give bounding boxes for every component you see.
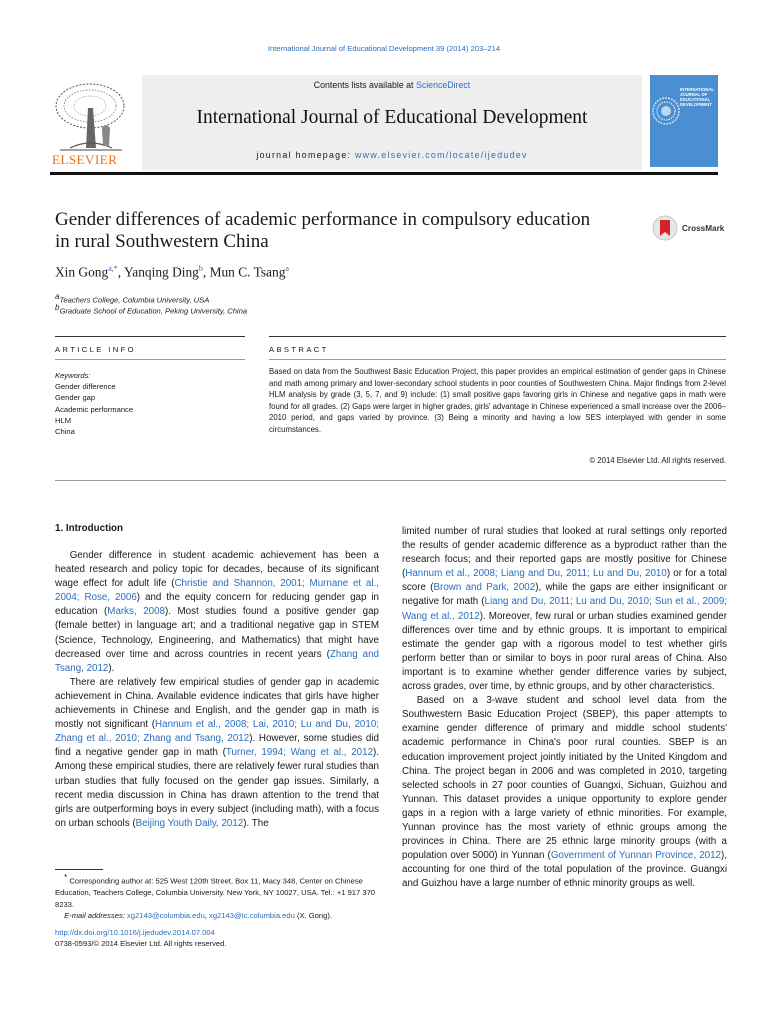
keyword-item: China [55,427,75,437]
abstract-text: Based on data from the Southwest Basic Education Project, this paper provides an empirical estimation of gender gaps in Chinese and math among primary and lower-secondary school students in poor counties of Southwestern China. Major findings from 2-level HLM analysis by grade (3, 5, 7, and 9) include: (1) small positive gaps favoring girls in Chinese and negative gaps in math were found for all grades. (2) Gaps were larger in higher grades, girls' advantage in Chinese experienced a small increase over the 2006–2010 period, and gaps varied by province. (3) Being a minority and having a low SES interplayed with gender in some circumstances. [269,367,726,434]
crossmark-icon [652,214,678,242]
citation-link[interactable]: Liang and Du, 2011; Lu and Du, 2010; Sun et al., 2009; Wang et al., 2012 [402,596,728,622]
homepage-link[interactable]: www.elsevier.com/locate/ijedudev [355,150,528,160]
masthead-divider [50,172,718,175]
issn-line: 0738-0593/© 2014 Elsevier Ltd. All rights reserved. [55,939,227,948]
section-heading-introduction: 1. Introduction [55,523,124,534]
doi-link[interactable]: http://dx.doi.org/10.1016/j.ijedudev.2014.07.004 [55,928,215,937]
journal-reference[interactable]: International Journal of Educational Development 39 (2014) 203–214 [267,44,501,53]
body-text: ) and the equity concern for reducing gender gap in education ( [55,592,379,618]
article-title: Gender differences of academic performance in compulsory education in rural Southwestern China [55,209,591,252]
author-name[interactable]: Mun C. Tsang [209,264,286,280]
body-text: Gender difference in student academic achievement has been a heated research and policy topic for decades, because of its significant wage effect for adult life ( [55,550,379,590]
paragraph [402,525,727,694]
footnote: * Corresponding author at: 525 West 120th Street, Box 11, Macy 348, Center on Chinese Education, Teachers College, Columbia University. New York, NY 10027, USA. Tel.: +1 917 370 8233. E-mail addresses: xg2143@columbia.edu, xg2143@tc.columbia.edu (X. Gong). [55,873,376,921]
abstract-copyright: © 2014 Elsevier Ltd. All rights reserved. [589,456,726,465]
cover-globe-icon [652,91,682,131]
author-list: Xin Gong$^{a,*}$, Yanqing Ding$^b$, Mun C. Tsang$^a$ [55,264,289,280]
body-text: limited number of rural studies that looked at rural settings only reported the results of gender academic difference as a byproduct rather than the research focus; and their reported gaps are mostly positive for Chinese ( [402,526,727,580]
body-text: ). Among these empirical studies, there are relatively fewer rural studies than urban studies that fully focused on the gender gap issues. Similarly, a recent media discussion in China has drawn attention to the trend that girls are outperforming boys in every subject (including math), with a focus on urban schools ( [55,747,380,829]
keywords-label: Keywords: [55,371,91,380]
keywords-block [55,370,245,437]
keyword-item: Gender gap [55,393,96,403]
author-affiliation-mark[interactable]: b [198,264,203,273]
sciencedirect-link[interactable]: ScienceDirect [415,80,471,90]
body-text: ), accounting for one third of the total population of the province. Guangxi and Guizhou have a large number of ethnic minority groups as well. [402,850,727,890]
email-link[interactable]: xg2143@columbia.edu [127,911,205,921]
body-text: ). [108,662,115,674]
citation-link[interactable]: Brown and Park, 2002 [433,582,536,594]
affiliation-b: $^b$Graduate School of Education, Peking University, China [55,303,248,316]
crossmark-label: CrossMark [682,224,725,233]
journal-masthead [50,75,718,172]
body-text: ). The [243,817,269,829]
crossmark-badge[interactable] [652,214,732,242]
paragraph [55,549,379,676]
keyword-item: HLM [55,415,72,425]
journal-cover-thumbnail[interactable] [650,75,718,167]
citation-link[interactable]: Zhang and Tsang, 2012 [55,648,379,674]
citation-link[interactable]: Beijing Youth Daily, 2012 [135,817,244,829]
elsevier-wordmark: ELSEVIER [52,152,118,167]
body-text: ). Moreover, few rural or urban studies examined gender differences over time and by ethnic groups. It is important to empirical estimate the gender gap with a rigorous model to test whether girls perform better than or similar to boys in poor rural areas of China. Also important is to examine whether gender difference varies by subject, across grades, over time, by ethnic groups, and by other characteristics. [402,610,727,693]
author-affiliation-mark[interactable]: a,* [108,264,118,273]
citation-link[interactable]: Hannum et al., 2008; Lai, 2010; Lu and Du, 2010; Zhang et al., 2010; Zhang and Tsang, 2012 [55,719,379,745]
abstract-heading: ABSTRACT [269,345,329,354]
journal-title: International Journal of Educational Development [196,107,588,128]
journal-homepage: journal homepage: www.elsevier.com/locate/ijedudev [256,150,528,160]
body-text: There are relatively few empirical studies of gender gap in academic achievement in China. Available evidence indicates that girls have higher achievements in Chinese and English, and the gender gap in math is mostly not significant ( [55,676,379,731]
keyword-item: Gender difference [55,382,116,392]
abstract-bottom-rule [55,480,726,481]
citation-link[interactable]: Hannum et al., 2008; Liang and Du, 2011; Lu and Du, 2010 [405,568,667,580]
author-name[interactable]: Xin Gong [55,264,109,280]
article-info-subrule [55,359,245,360]
affiliation-a: $^a$Teachers College, Columbia University, USA [55,292,210,305]
author-affiliation-mark[interactable]: a [285,264,289,273]
email-link[interactable]: xg2143@tc.columbia.edu [209,911,295,921]
abstract-rule [269,336,726,337]
citation-link[interactable]: Christie and Shannon, 2001; Murnane et al., 2004; Rose, 2006 [55,578,379,604]
contents-line: Contents lists available at ScienceDirect [313,80,471,90]
body-text: Based on a 3-wave student and school level data from the Southwestern Basic Education Project (SBEP), this paper attempts to examine gender difference of primary and middle school students' academic performance in China's poor rural counties. SBEP is an education improvement project jointly initiated by the United Kingdom and China. The project began in 2006 and was completed in 2010, targeting selected schools in 27 poor counties of Guangxi, Sichuan, Guizhou and Yunnan. This dataset provides a unique opportunity to explore gender gaps in a region with a large variety of ethnic minorities. For example, Yunnan province has the most variety of ethnic groups among the provinces in China. There are 25 ethnic large minority groups (with a population over 5000) in Yunnan ( [402,695,727,862]
paragraph [55,676,379,831]
keyword-item: Academic performance [55,404,134,414]
footnote-rule [55,869,103,870]
citation-link[interactable]: Government of Yunnan Province, 2012 [550,850,722,862]
author-name[interactable]: Yanqing Ding [123,264,199,280]
body-column-left [55,549,379,831]
body-text: ). Most studies found a positive gender gap (female better) in language art; and a traditional negative gap in STEM (Science, Technology, Engineering, and Mathematics) that might have decreased over time and across countries in recent years ( [55,606,379,660]
body-text: ) or for a total score ( [402,568,727,594]
doi-block [55,927,380,949]
body-text: ). However, some studies did find a negative gender gap in math ( [55,733,379,759]
body-text: ), while the gaps are either insignificant or negative for math ( [402,582,727,608]
article-info-heading: ARTICLE INFO [55,345,136,354]
paragraph [402,694,727,891]
article-info-rule [55,336,245,337]
abstract-subrule [269,359,726,360]
journal-banner [142,75,642,170]
citation-link[interactable]: Turner, 1994; Wang et al., 2012 [225,747,374,759]
cover-title: INTERNATIONAL JOURNAL OF EDUCATIONAL DEVELOPMENT [680,87,714,107]
citation-link[interactable]: Marks, 2008 [107,606,165,618]
body-column-right [402,525,727,891]
